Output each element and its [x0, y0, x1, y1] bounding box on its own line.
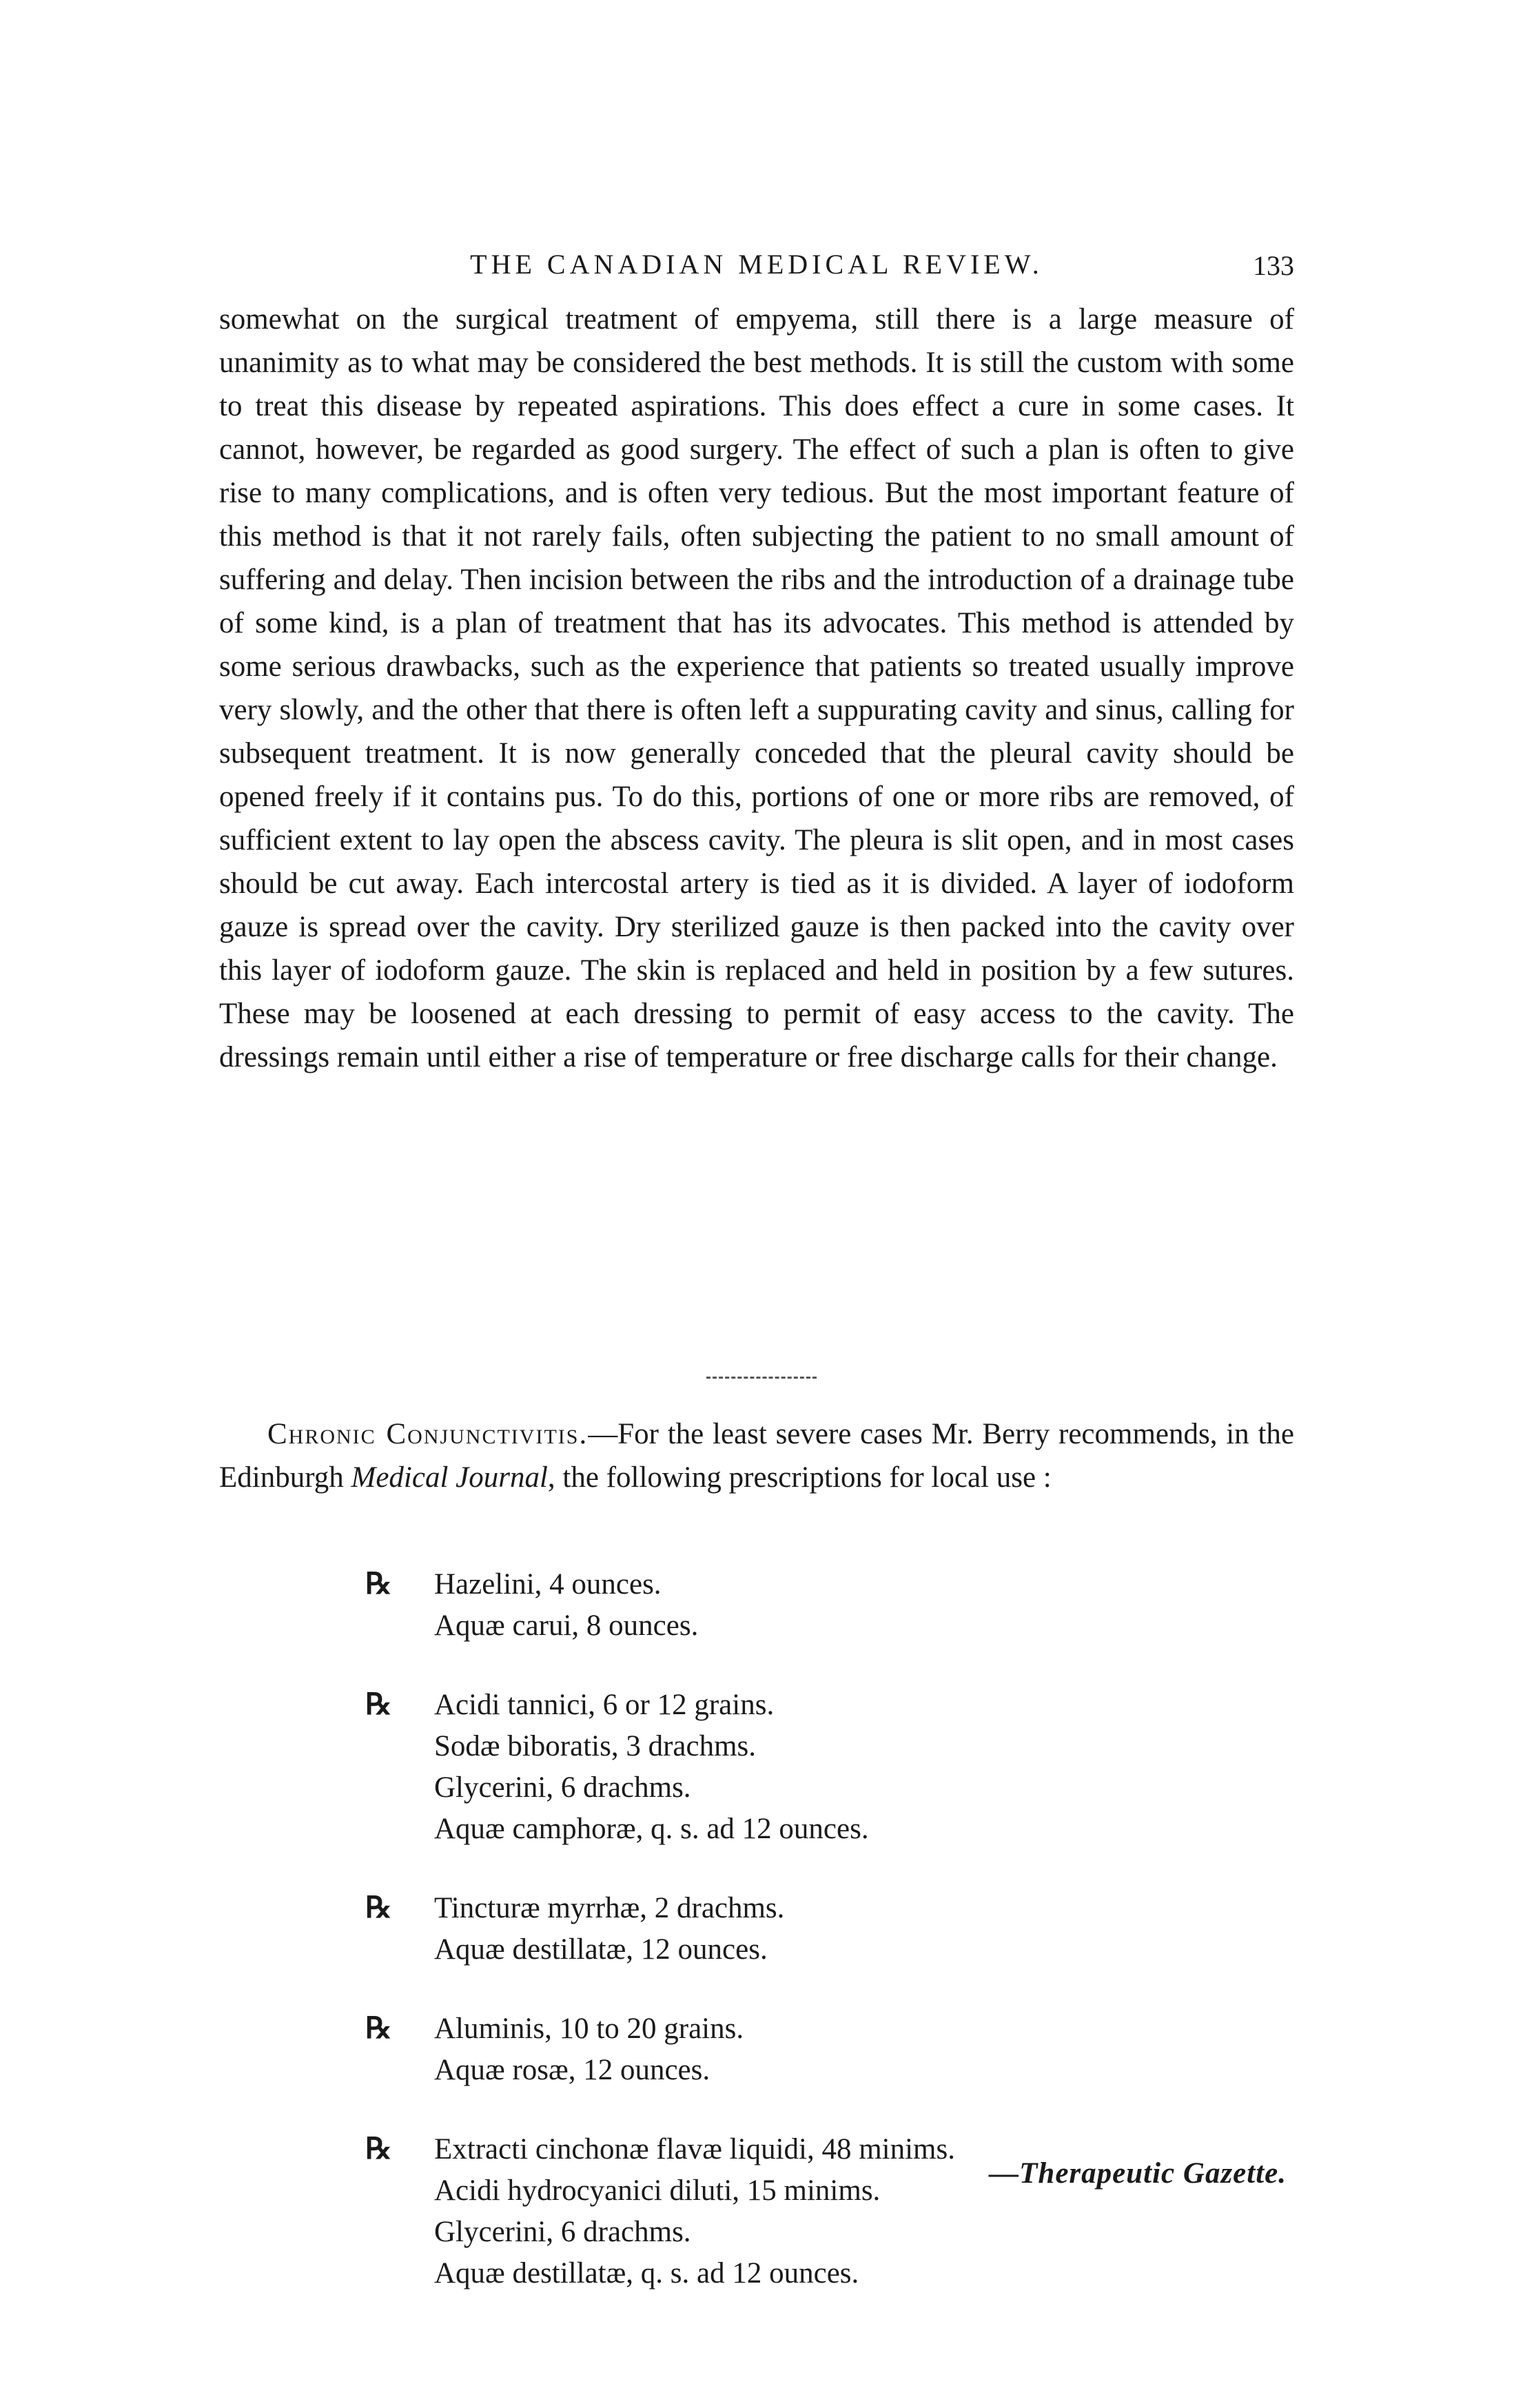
prescription-ingredient: Sodæ biboratis, 3 drachms. — [434, 1730, 756, 1762]
page-number: 133 — [1253, 250, 1294, 281]
prescription-lines — [434, 2008, 1296, 2091]
recipe-symbol: ℞ — [365, 1892, 392, 1924]
prescription-block — [365, 1888, 1296, 1970]
recipe-symbol: ℞ — [365, 1689, 392, 1721]
prescription-block — [365, 1685, 1296, 1850]
section-intro — [219, 1412, 1294, 1499]
prescription-ingredient: Glycerini, 6 drachms. — [434, 2216, 691, 2248]
section-heading: Chronic Conjunctivitis. — [267, 1418, 589, 1450]
prescription-ingredient: Aquæ carui, 8 ounces. — [434, 1609, 699, 1642]
prescription-lines — [434, 1888, 1296, 1970]
section-intro-before: —For the least severe cases Mr. Berry recommends, in the Edinburgh — [219, 1418, 1294, 1494]
recipe-symbol: ℞ — [365, 2013, 392, 2045]
prescription-list — [365, 1564, 1296, 2332]
prescription-ingredient: Aquæ camphoræ, q. s. ad 12 ounces. — [434, 1813, 869, 1845]
section-divider — [706, 1377, 817, 1379]
prescription-ingredient: Aquæ destillatæ, 12 ounces. — [434, 1933, 768, 1966]
source-attribution: —Therapeutic Gazette. — [989, 2157, 1287, 2190]
journal-reference: Medical Journal — [351, 1461, 548, 1494]
prescription-ingredient: Hazelini, 4 ounces. — [434, 1568, 662, 1601]
prescription-block — [365, 1564, 1296, 1647]
prescription-ingredient: Aquæ destillatæ, q. s. ad 12 ounces. — [434, 2257, 859, 2289]
prescription-lines — [434, 1685, 1296, 1850]
recipe-symbol: ℞ — [365, 1568, 392, 1601]
prescription-ingredient: Glycerini, 6 drachms. — [434, 1771, 691, 1804]
prescription-ingredient: Aluminis, 10 to 20 grains. — [434, 2013, 744, 2045]
journal-title: THE CANADIAN MEDICAL REVIEW. — [470, 249, 1043, 280]
body-paragraph: somewhat on the surgical treatment of empyema, still there is a large measure of unanimity as to what may be considered the best methods. It is still the custom with some to treat this disease by repeated aspirations. This does effect a cure in some cases. It cannot, however, be regarded as good surgery. The effect of such a plan is often to give rise to many complications, and is often very tedious. But the most important feature of this method is that it not rarely fails, often subjecting the patient to no small amount of suffering and delay. Then incision between the ribs and the introduction of a drainage tube of some kind, is a plan of treatment that has its advocates. This method is attended by some serious drawbacks, such as the experience that patients so treated usually improve very slowly, and the other that there is often left a suppurating cavity and sinus, calling for subsequent treatment. It is now generally conceded that the pleural cavity should be opened freely if it contains pus. To do this, portions of one or more ribs are removed, of sufficient extent to lay open the abscess cavity. The pleura is slit open, and in most cases should be cut away. Each intercostal artery is tied as it is divided. A layer of iodoform gauze is spread over the cavity. Dry sterilized gauze is then packed into the cavity over this layer of iodoform gauze. The skin is replaced and held in position by a few sutures. These may be loosened at each dressing to permit of easy access to the cavity. The dressings remain until either a rise of temperature or free discharge calls for their change. — [219, 303, 1294, 1073]
prescription-ingredient: Acidi tannici, 6 or 12 grains. — [434, 1689, 775, 1721]
conjunctivitis-section — [219, 1412, 1294, 1499]
body-text — [219, 298, 1294, 1079]
recipe-symbol: ℞ — [365, 2133, 392, 2165]
prescription-ingredient: Extracti cinchonæ flavæ liquidi, 48 minims. — [434, 2133, 955, 2165]
prescription-ingredient: Acidi hydrocyanici diluti, 15 minims. — [434, 2174, 881, 2207]
section-intro-after: , the following prescriptions for local use : — [547, 1461, 1052, 1494]
prescription-lines — [434, 1564, 1296, 1647]
prescription-block — [365, 2129, 1296, 2294]
prescription-lines — [434, 2129, 1296, 2294]
prescription-ingredient: Tincturæ myrrhæ, 2 drachms. — [434, 1892, 785, 1924]
prescription-ingredient: Aquæ rosæ, 12 ounces. — [434, 2054, 710, 2086]
prescription-block — [365, 2008, 1296, 2091]
running-head — [219, 248, 1294, 289]
